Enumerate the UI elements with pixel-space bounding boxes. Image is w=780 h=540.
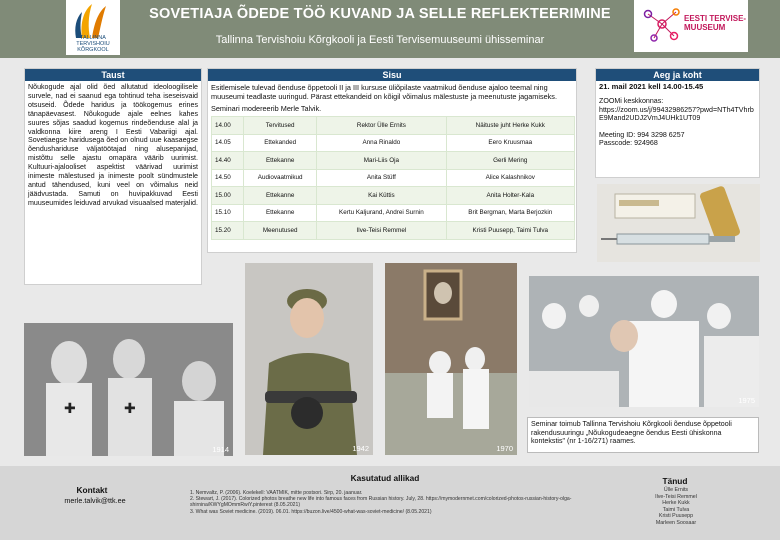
content-intro: Esitlemisele tulevad õenduse õppetooli II ja III kursuse üliõpilaste vaatmikud õenduse ajaloo teemal ning muuseumi teadlaste uuringud. Pärast ettekandeid on kõigil võimalus mälestuste ja meenutuste jagamiseks. (211, 83, 557, 101)
row-type: Tervitused (244, 117, 317, 135)
clinic-1970-photo (385, 263, 517, 455)
row-extra: Brit Bergman, Marta Berjozkin (446, 204, 574, 222)
sources-heading: Kasutatud allikad (350, 473, 420, 483)
thanks-item: Ilve-Teisi Remmel (655, 493, 697, 500)
table-row (212, 169, 575, 187)
row-type: Ettekanne (244, 187, 317, 205)
row-extra: Näituste juht Herke Kukk (446, 117, 574, 135)
row-type: Ettekanded (244, 134, 317, 152)
moderator-line: Seminari modereerib Merle Talvik. (211, 104, 322, 113)
row-extra: Kristi Puusepp, Taimi Tulva (446, 222, 574, 240)
svg-text:✚: ✚ (64, 400, 76, 416)
program-table (211, 116, 575, 240)
nurses-group-icon (529, 276, 759, 407)
event-date: 21. mail 2021 kell 14.00-15.45 (599, 82, 704, 91)
nurses-1914-photo (24, 323, 233, 456)
row-extra: Anita Holter-Kala (446, 187, 574, 205)
poster-subtitle: Tallinna Tervishoiu Kõrgkooli ja Eesti Tervisemuuseumi ühisseminar (215, 34, 545, 46)
row-time: 14.00 (212, 117, 244, 135)
soldier-1942-photo (245, 263, 373, 455)
row-type: Ettekanne (244, 152, 317, 170)
table-row (212, 117, 575, 135)
row-extra: Eero Kruusmaa (446, 134, 574, 152)
passcode: Passcode: 924968 (599, 139, 658, 148)
year-label: 1914 (212, 445, 229, 454)
table-row (212, 187, 575, 205)
museum-network-icon (638, 2, 686, 50)
row-time: 14.05 (212, 134, 244, 152)
nurses-1975-photo (529, 276, 759, 407)
row-time: 14.50 (212, 169, 244, 187)
nurses-figures-icon (24, 323, 233, 456)
table-row (212, 204, 575, 222)
row-time: 15.20 (212, 222, 244, 240)
background-section (24, 68, 202, 285)
soldier-figure-icon (245, 263, 373, 455)
syringe-icon (597, 184, 760, 262)
row-speaker: Kertu Kaljurand, Andrei Surnin (317, 204, 446, 222)
row-time: 15.10 (212, 204, 244, 222)
syringe-photo (597, 184, 760, 262)
poster-title: SOVETIAJA ÕDEDE TÖÖ KUVAND JA SELLE REFLEKTEERIMINE (149, 6, 611, 22)
thanks-list (640, 487, 712, 527)
school-logo-text: TALLINNA TERVISHOIU KÕRGKOOL (76, 35, 110, 53)
thanks-item: Herke Kukk (662, 500, 690, 507)
thanks-item: Ülle Ernits (663, 487, 689, 493)
table-row (212, 222, 575, 240)
background-heading: Taust (25, 69, 201, 81)
contact-email[interactable]: merle.talvik@ttk.ee (64, 496, 126, 505)
row-type: Audiovaatmikud (244, 169, 317, 187)
table-row (212, 152, 575, 170)
row-type: Ettekanne (244, 204, 317, 222)
museum-logo (634, 0, 748, 52)
year-label: 1970 (496, 444, 513, 453)
sources-list (190, 490, 590, 515)
row-speaker: Anna Rinaldo (317, 134, 446, 152)
zoom-label: ZOOMi keskkonnas: (599, 97, 664, 105)
row-time: 14.40 (212, 152, 244, 170)
row-type: Meenutused (244, 222, 317, 240)
contact-heading: Kontakt (76, 485, 108, 495)
year-label: 1975 (738, 396, 755, 405)
clinic-scene-icon (385, 263, 517, 455)
row-extra: Gerli Mering (446, 152, 574, 170)
row-speaker: Anita Stüff (317, 169, 446, 187)
project-note: Seminar toimub Tallinna Tervishoiu Kõrgkooli õenduse õppetooli rakendusuuringu „Nõukogudeaegne õendus Eesti ühiskonna kontekstis" (nr 1-16/271) raames. (527, 417, 759, 453)
row-extra: Alice Kalashnikov (446, 169, 574, 187)
row-speaker: Mari-Liis Oja (317, 152, 446, 170)
background-text: Nõukogude ajal olid õed allutatud ideoloogilisele survele, nad ei saanud ega tohtinud teha iseseisvaid otsuseid. Õdede haridus ja töökogemus erines tänapäevasest. Nõukogude ajale eelnes kahes suures sõjas saadud kogemus rindeõenduse alal ja valdkonna kiire areng I Eesti Vabariigi ajal. Sovetiaegse haridusega õed on olnud uue kaasaegse õendushariduse väljatöötajad ning alusepanijad, mistõttu selle ajastu omapära väärib uurimist. Kultuuri-ajalooliset aspektist väärivad uurimist inimeste mälestused ja inimeste poolt sündmustele antud tähendused, kuni veel on võimalus neid jäädvustada. Samuti on huvipakkuvad Eesti muuseumides leiduvad arvukad visuaalsed materjalid. (28, 83, 198, 207)
row-speaker: Rektor Ülle Ernits (317, 117, 446, 135)
row-time: 15.00 (212, 187, 244, 205)
meeting-id: Meeting ID: 994 3298 6257 (599, 130, 685, 139)
zoom-link[interactable]: https://zoom.us/j/99432986257?pwd=NTh4TVhrbE9Mand2UDJ2VmJ4UHk1UT09 (599, 105, 754, 123)
thanks-heading: Tänud (662, 476, 688, 486)
content-heading: Sisu (208, 69, 576, 81)
content-section (207, 68, 577, 253)
museum-logo-text: EESTI TERVISE- MUUSEUM (684, 14, 747, 32)
thanks-item: Marleen Soosaar (655, 519, 697, 526)
time-place-section (595, 68, 760, 178)
row-speaker: Kai Küttis (317, 187, 446, 205)
source-item: 1. Nemvaltz, P. (2006). Koelekell: VAATMIK, mitte postsori. Sirp, 20. jaanuar. (190, 490, 363, 496)
year-label: 1942 (352, 444, 369, 453)
row-speaker: Ilve-Teisi Remmel (317, 222, 446, 240)
school-logo (66, 0, 120, 55)
source-item: 2. Stewart, J. (2017). Colorized photos breathe new life into famous faces from Russian history. July, 28. https://mymodernmet.com/colorized-photos-russian-history-olga-shirnina/KWYgMOmmRwiY.pinterest (8.05.2021) (190, 496, 572, 509)
table-row (212, 134, 575, 152)
svg-text:✚: ✚ (124, 400, 136, 416)
thanks-item: Kristi Puusepp (658, 513, 694, 520)
source-item: 3. What was Soviet medicine. (2019). 06.01. https://buzon.live/4500-what-was-soviet-medicine/ (8.05.2021) (190, 508, 432, 515)
time-place-heading: Aeg ja koht (596, 69, 759, 81)
thanks-item: Taimi Tulva (662, 506, 690, 513)
